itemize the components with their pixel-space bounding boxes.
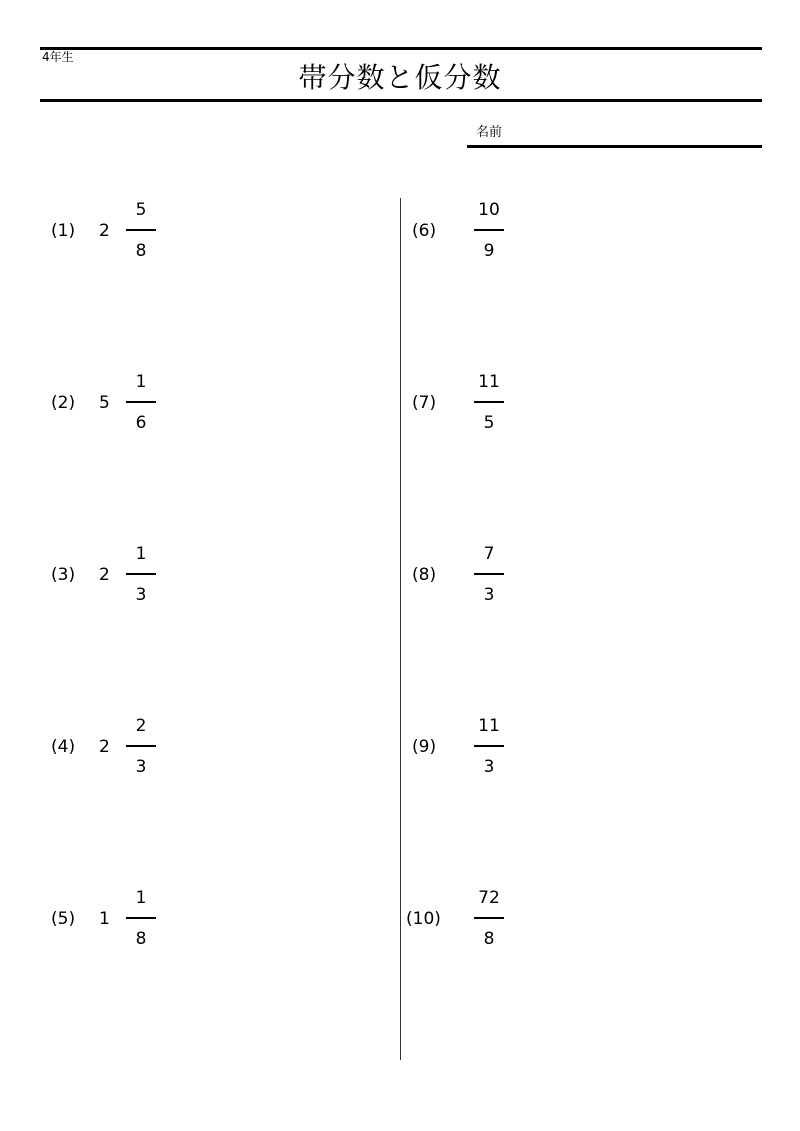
numerator: 5	[135, 200, 147, 220]
problem-number: (5)	[51, 909, 76, 929]
problem-number: (4)	[51, 737, 76, 757]
whole-number: 2	[99, 221, 110, 241]
numerator: 7	[483, 544, 495, 564]
denominator: 3	[483, 585, 495, 605]
fraction-bar	[474, 573, 504, 575]
denominator: 3	[135, 757, 147, 777]
numerator: 11	[478, 716, 500, 736]
problem-number: (6)	[412, 221, 437, 241]
denominator: 8	[135, 241, 147, 261]
fraction-bar	[126, 917, 156, 919]
column-divider	[400, 198, 401, 1060]
whole-number: 1	[99, 909, 110, 929]
denominator: 9	[483, 241, 495, 261]
whole-number: 2	[99, 737, 110, 757]
problem-number: (3)	[51, 565, 76, 585]
fraction-bar	[126, 573, 156, 575]
numerator: 1	[135, 544, 147, 564]
fraction-bar	[474, 917, 504, 919]
fraction-bar	[126, 229, 156, 231]
grade-label: 4年生	[42, 50, 74, 64]
fraction-bar	[474, 401, 504, 403]
numerator: 10	[478, 200, 500, 220]
fraction-bar	[474, 229, 504, 231]
problem-number: (10)	[406, 909, 441, 929]
denominator: 6	[135, 413, 147, 433]
problem-number: (9)	[412, 737, 437, 757]
whole-number: 5	[99, 393, 110, 413]
numerator: 72	[478, 888, 500, 908]
denominator: 3	[135, 585, 147, 605]
numerator: 2	[135, 716, 147, 736]
numerator: 1	[135, 888, 147, 908]
problem-number: (8)	[412, 565, 437, 585]
numerator: 1	[135, 372, 147, 392]
fraction-bar	[126, 401, 156, 403]
problem-number: (2)	[51, 393, 76, 413]
denominator: 3	[483, 757, 495, 777]
page-title: 帯分数と仮分数	[298, 61, 502, 94]
header-top-rule	[40, 47, 762, 50]
fraction-bar	[474, 745, 504, 747]
fraction-bar	[126, 745, 156, 747]
header-bottom-rule	[40, 99, 762, 102]
problem-number: (1)	[51, 221, 76, 241]
name-label: 名前	[476, 125, 503, 140]
denominator: 5	[483, 413, 495, 433]
denominator: 8	[483, 929, 495, 949]
problem-number: (7)	[412, 393, 437, 413]
denominator: 8	[135, 929, 147, 949]
whole-number: 2	[99, 565, 110, 585]
numerator: 11	[478, 372, 500, 392]
name-field[interactable]	[467, 145, 762, 148]
